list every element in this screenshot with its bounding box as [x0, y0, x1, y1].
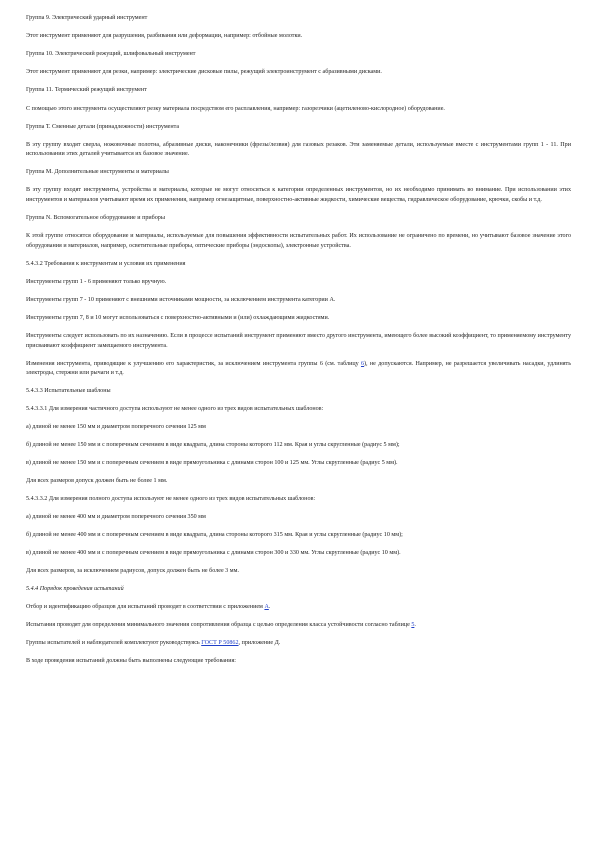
group-10-text: Этот инструмент применяют для резки, например: электрические дисковые пилы, режущий электроинструмент с абразивными дисками. — [26, 69, 382, 76]
section-5432-para-5 — [26, 360, 571, 379]
para-text-end: . — [414, 622, 416, 629]
para-text-start: Группы испытателей и наблюдателей комплектуют руководствуясь — [26, 640, 202, 647]
table-5-link[interactable]: 5 — [411, 622, 415, 629]
section-544-heading: 5.4.4 Порядок проведения испытаний — [26, 586, 124, 593]
section-5432-heading: 5.4.3.2 Требования к инструментам и условия их применения — [26, 260, 186, 267]
section-544-para-4: В ходе проведения испытаний должны быть выполнены следующие требования: — [26, 658, 236, 665]
group-t-heading: Группа Т. Сменные детали (принадлежности) инструмента — [26, 123, 180, 130]
para-text-end: . — [268, 604, 271, 611]
para-5-text-end: ), не допускаются. Например, не разрешается увеличивать насадки, удлинять электроды, стержни или рычаги и т.д. — [26, 360, 571, 377]
section-54331-heading: 5.4.3.3.1 Для измерения частичного доступа используют не менее одного из трех видов испытательных шаблонов: — [26, 406, 324, 413]
section-54332-item-a: а) длиной не менее 400 мм и диаметром поперечного сечения 350 мм — [26, 514, 206, 521]
group-10-heading: Группа 10. Электрический режущий, шлифовальный инструмент — [26, 51, 196, 58]
section-54331-tolerance: Для всех размеров допуск должен быть не более 1 мм. — [26, 478, 168, 485]
section-54331-item-b: б) длиной не менее 150 мм и с поперечным сечением в виде квадрата, длина стороны которого 112 мм. Края и углы скругленные (радиус 5 мм); — [26, 442, 400, 449]
section-5432-para-2: Инструменты групп 7 - 10 применяют с внешними источниками мощности, за исключением инструмента категории А. — [26, 296, 336, 303]
group-9-text: Этот инструмент применяют для разрушения, разбивания или деформации, например: отбойные молотки. — [26, 33, 303, 40]
appendix-a-link[interactable]: А — [264, 604, 269, 611]
gost-link[interactable]: ГОСТ Р 50862 — [201, 640, 239, 647]
group-9-heading: Группа 9. Электрический ударный инструмент — [26, 15, 148, 21]
section-5432-para-3: Инструменты групп 7, 8 и 10 могут использоваться с поверхностно-активными и (или) охлаждающими жидкостями. — [26, 314, 330, 321]
group-m-text: В эту группу входят инструменты, устройства и материалы, которые не могут относиться к категории определенных инструментов, но их необходимо принимать во внимание. При использовании этих инструментов и материалов учитывают время их применения, например огнезащитные, поверхностно-активные жидкости, химические вещества, гидравлическое оборудование, крючки, скобы и т.д. — [26, 187, 571, 204]
section-5432-para-4: Инструменты следует использовать по их назначению. Если в процессе испытаний инструмент применяют вместо другого инструмента, имеющего более высокий коэффициент, то применяемому инструменту присваивают коэффициент замещаемого инструмента. — [26, 332, 571, 349]
section-54332-item-b: б) длиной не менее 400 мм и с поперечным сечением в виде квадрата, длина стороны которого 315 мм. Края и углы скругленные (радиус 10 мм); — [26, 532, 403, 539]
document-body — [26, 14, 571, 675]
group-11-text: С помощью этого инструмента осуществляют резку материала посредством его расплавления, например: газорезчики (ацетиленово-кислородное) оборудование. — [26, 105, 445, 112]
section-544-para-2 — [26, 621, 571, 631]
section-5432-para-1: Инструменты групп 1 - 6 применяют только вручную. — [26, 279, 167, 285]
section-544-para-1 — [26, 603, 571, 613]
group-n-heading: Группа N. Вспомогательное оборудование и приборы — [26, 215, 165, 222]
section-54332-heading: 5.4.3.3.2 Для измерения полного доступа используют не менее одного из трех видов испытательных шаблонов: — [26, 496, 316, 503]
section-54331-item-c: в) длиной не менее 150 мм и с поперечным сечением в виде прямоугольника с длинами сторон 100 и 125 мм. Углы скругленные (радиус 5 мм). — [26, 460, 398, 467]
section-54332-item-c: в) длиной не менее 400 мм и с поперечным сечением в виде прямоугольника с длинами сторон 300 и 330 мм. Углы скругленные (радиус 10 мм). — [26, 550, 401, 557]
table-6-link[interactable]: 6 — [360, 360, 365, 367]
group-m-heading: Группа М. Дополнительные инструменты и материалы — [26, 169, 169, 176]
group-11-heading: Группа 11. Термический режущий инструмент — [26, 87, 147, 94]
group-t-text: В эту группу входят сверла, ножовочные полотна, абразивные диски, наконечники (фрезы/лезвия) для газовых резаков. Эти заменяемые детали, используемые вместе с инструментами групп 1 - 11. При использовании этих деталей учитывается их базовое значение. — [26, 141, 571, 158]
group-n-text: К этой группе относятся оборудование и материалы, используемые для повышения эффективности испытательных работ. Их использование не ограничено по времени, но учитывают базовое значение этого оборудования и материалов, например, осветительные приборы, оптические приборы (эндоскопы), электронные устройства. — [26, 233, 571, 249]
para-text-end: , приложение Д. — [238, 640, 281, 647]
section-5433-heading: 5.4.3.3 Испытательные шаблоны — [26, 388, 111, 395]
section-544-para-3 — [26, 639, 571, 649]
para-text-start: Отбор и идентификацию образцов для испытаний проводят в соответствии с приложением — [26, 604, 265, 611]
section-54332-tolerance: Для всех размеров, за исключением радиусов, допуск должен быть не более 3 мм. — [26, 568, 239, 575]
section-54331-item-a: а) длиной не менее 150 мм и диаметром поперечного сечения 125 мм — [26, 424, 206, 431]
para-5-text-start: Изменения инструмента, приводящие к улучшению его характеристик, за исключением инструмента группы 6 (см. таблицу — [26, 360, 361, 367]
para-text-start: Испытания проводят для определения минимального значения сопротивления образца с целью определения класса устойчивости согласно таблице — [26, 622, 412, 629]
